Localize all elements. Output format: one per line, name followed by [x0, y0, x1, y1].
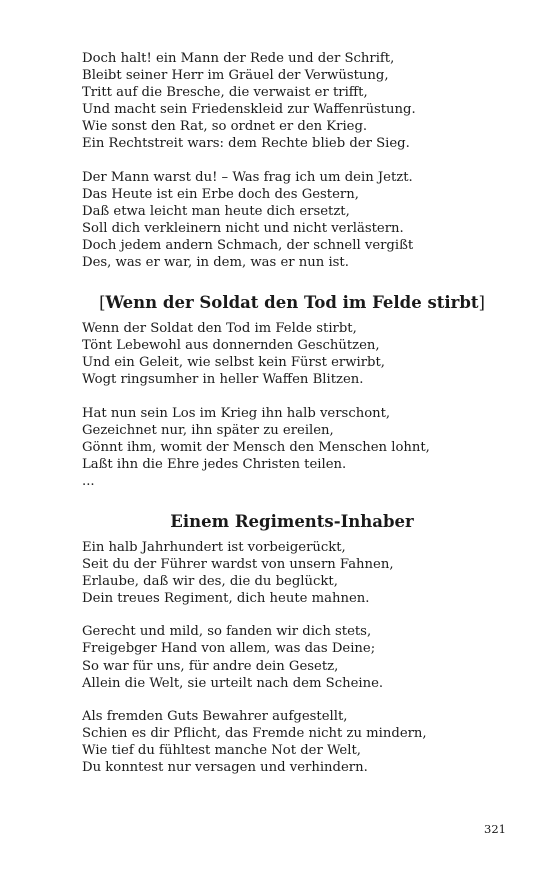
verse-line: So war für uns, für andre dein Gesetz,	[82, 658, 339, 674]
page-number: 321	[484, 822, 506, 836]
page-body	[82, 50, 502, 776]
verse-line: Gerecht und mild, so fanden wir dich stets,	[82, 624, 372, 640]
stanza	[82, 405, 502, 490]
verse-line: Des, was er war, in dem, was er nun ist.	[82, 255, 349, 271]
verse-line: Daß etwa leicht man heute dich ersetzt,	[82, 203, 350, 219]
stanza	[82, 320, 502, 388]
stanza	[82, 50, 502, 153]
verse-line: Wenn der Soldat den Tod im Felde stirbt,	[82, 321, 357, 337]
omission-ellipsis: ...	[82, 473, 95, 489]
verse-line: Allein die Welt, sie urteilt nach dem Scheine.	[82, 675, 384, 691]
verse-line: Wogt ringsumher in heller Waffen Blitzen.	[82, 372, 364, 388]
title-bracket-open: [	[99, 293, 106, 313]
verse-line: Wie sonst den Rat, so ordnet er den Krieg.	[82, 119, 368, 135]
verse-line: Dein treues Regiment, dich heute mahnen.	[82, 591, 370, 607]
verse-line: Gezeichnet nur, ihn später zu ereilen,	[82, 422, 334, 438]
verse-line: Der Mann warst du! – Was frag ich um dein Jetzt.	[82, 169, 413, 185]
stanza	[82, 708, 502, 776]
verse-line: Doch halt! ein Mann der Rede und der Schrift,	[82, 51, 395, 66]
verse-line: Ein Rechtstreit wars: dem Rechte blieb der Sieg.	[82, 136, 410, 152]
stanza	[82, 169, 502, 272]
verse-line: Schien es dir Pflicht, das Fremde nicht zu mindern,	[82, 725, 427, 741]
verse-line: Seit du der Führer wardst von unsern Fahnen,	[82, 557, 394, 573]
verse-line: Laßt ihn die Ehre jedes Christen teilen.	[82, 456, 347, 472]
verse-line: Ein halb Jahrhundert ist vorbeigerückt,	[82, 539, 346, 555]
verse-line: Als fremden Guts Bewahrer aufgestellt,	[82, 708, 348, 724]
verse-line: Und macht sein Friedenskleid zur Waffenrüstung.	[82, 102, 416, 118]
verse-line: Du konntest nur versagen und verhindern.	[82, 760, 368, 775]
verse-line: Erlaube, daß wir des, die du beglückt,	[82, 574, 338, 590]
verse-line: Wie tief du fühltest manche Not der Welt,	[82, 742, 361, 758]
stanza	[82, 539, 502, 607]
verse-line: Und ein Geleit, wie selbst kein Fürst erwirbt,	[82, 355, 385, 371]
verse-line: Freigebger Hand von allem, was das Deine;	[82, 641, 376, 657]
verse-line: Soll dich verkleinern nicht und nicht verlästern.	[82, 220, 404, 236]
poem-title	[82, 293, 502, 313]
verse-line: Tritt auf die Bresche, die verwaist er trifft,	[82, 85, 368, 101]
title-bracket-close: ]	[478, 293, 485, 313]
verse-line: Hat nun sein Los im Krieg ihn halb verschont,	[82, 405, 391, 421]
poem-title-text: Wenn der Soldat den Tod im Felde stirbt	[105, 293, 479, 313]
verse-line: Tönt Lebewohl aus donnernden Geschützen,	[82, 338, 380, 354]
poem-title: Einem Regiments-Inhaber	[170, 511, 414, 531]
verse-line: Bleibt seiner Herr im Gräuel der Verwüstung,	[82, 68, 389, 84]
stanza	[82, 623, 502, 691]
verse-line: Doch jedem andern Schmach, der schnell vergißt	[82, 237, 414, 253]
verse-line: Das Heute ist ein Erbe doch des Gestern,	[82, 186, 359, 202]
verse-line: Gönnt ihm, womit der Mensch den Menschen lohnt,	[82, 439, 430, 455]
